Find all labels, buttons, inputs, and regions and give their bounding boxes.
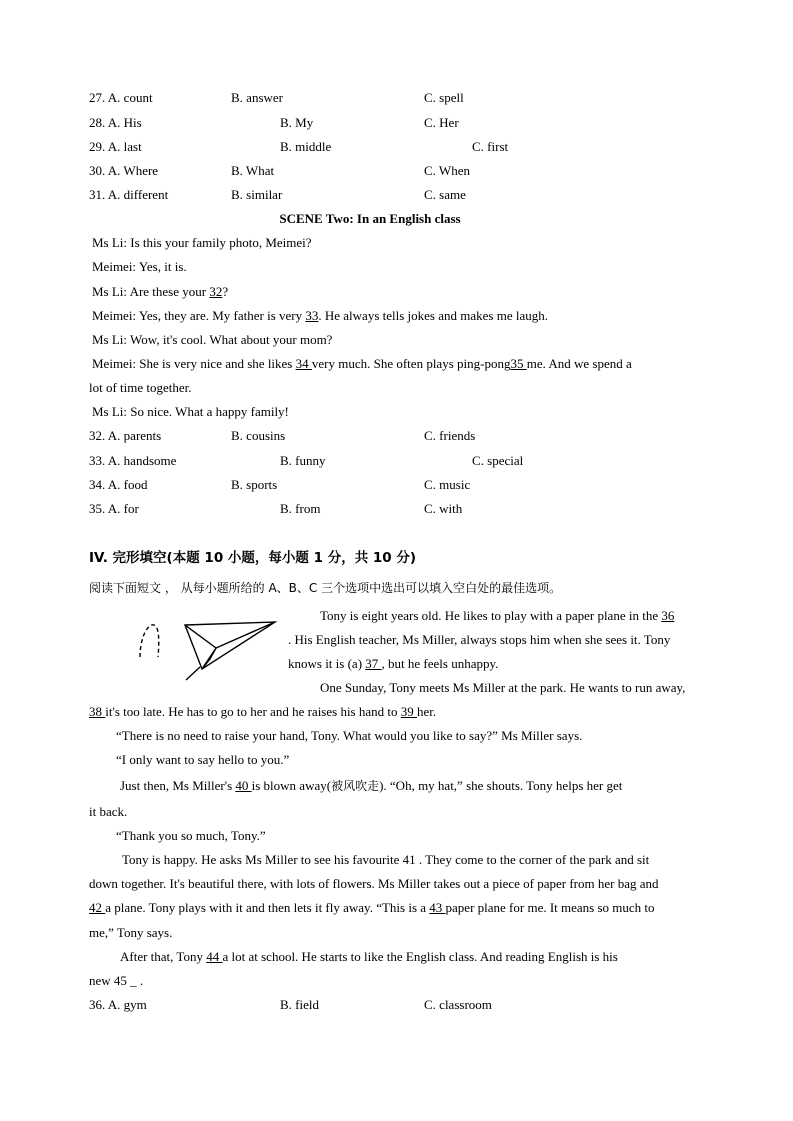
scene-title: SCENE Two: In an English class	[279, 211, 461, 226]
option-b: B. similar	[231, 187, 283, 202]
blank-33: 33	[305, 308, 319, 323]
passage-line: it back.	[89, 804, 128, 819]
option-c: C. same	[424, 187, 466, 202]
blank-39: 39	[400, 704, 418, 719]
dialogue-line: Ms Li: Wow, it's cool. What about your mom?	[92, 332, 333, 347]
passage-line: Tony is happy. He asks Ms Miller to see his favourite 41 . They come to the corner of the park and sit	[122, 852, 650, 867]
passage-line: One Sunday, Tony meets Ms Miller at the park. He wants to run away,	[320, 680, 686, 695]
passage-line: 38 it's too late. He has to go to her and he raises his hand to 39 her.	[89, 704, 437, 719]
option-c: C. When	[424, 163, 470, 178]
option-c: C. Her	[424, 115, 459, 130]
dialogue-line: lot of time together.	[89, 380, 192, 395]
option-b: B. cousins	[231, 428, 286, 443]
option-c: C. music	[424, 477, 471, 492]
option-a: 29. A. last	[89, 139, 142, 154]
passage-line: knows it is (a) 37 , but he feels unhappy.	[288, 656, 499, 671]
option-c: C. first	[472, 139, 509, 154]
option-b: B. What	[231, 163, 275, 178]
passage-line: “There is no need to raise your hand, Tony. What would you like to say?” Ms Miller says.	[116, 728, 583, 743]
dialogue-line: Meimei: Yes, they are. My father is very 33. He always tells jokes and makes me laugh.	[92, 308, 548, 323]
blank-36: 36	[661, 608, 675, 623]
passage-line: me,” Tony says.	[89, 925, 173, 940]
option-c: C. special	[472, 453, 524, 468]
passage-line: Just then, Ms Miller's 40 is blown away(被风吹走). “Oh, my hat,” she shouts. Tony helps her get	[120, 778, 623, 793]
passage-line: “I only want to say hello to you.”	[116, 752, 290, 767]
option-c: C. spell	[424, 90, 464, 105]
option-a: 27. A. count	[89, 90, 153, 105]
option-a: 35. A. for	[89, 501, 139, 516]
option-b: B. funny	[280, 453, 326, 468]
dialogue-line: Ms Li: Is this your family photo, Meimei?	[92, 235, 312, 250]
option-a: 28. A. His	[89, 115, 142, 130]
option-b: B. sports	[231, 477, 278, 492]
option-c: C. with	[424, 501, 463, 516]
section-heading: IV. 完形填空(本题 10 小题，每小题 1 分，共 10 分)	[89, 550, 417, 566]
option-b: B. answer	[231, 90, 283, 105]
section-instruction: 阅读下面短文 ， 从每小题所给的 A、B、C 三个选项中选出可以填入空白处的最佳选项。	[89, 581, 562, 595]
blank-37: 37	[365, 656, 382, 671]
passage-line: . His English teacher, Ms Miller, always stops him when she sees it. Tony	[288, 632, 671, 647]
dialogue-line: Ms Li: Are these your 32?	[92, 284, 229, 299]
passage-line: 42 a plane. Tony plays with it and then lets it fly away. “This is a 43 paper plane for me. It means so much to	[89, 900, 655, 915]
blank-43: 43	[429, 900, 446, 915]
option-b: B. from	[280, 501, 321, 516]
option-b: B. My	[280, 115, 314, 130]
option-a: 33. A. handsome	[89, 453, 177, 468]
option-b: B. field	[280, 997, 319, 1012]
passage-line: After that, Tony 44 a lot at school. He starts to like the English class. And reading English is his	[120, 949, 618, 964]
passage-line: new 45 _ .	[89, 973, 144, 988]
blank-44: 44	[206, 949, 223, 964]
passage-line: “Thank you so much, Tony.”	[116, 828, 266, 843]
option-a: 31. A. different	[89, 187, 169, 202]
blank-40: 40	[235, 778, 252, 793]
dialogue-line: Meimei: She is very nice and she likes 34 very much. She often plays ping-pong35 me. And we spend a	[92, 356, 632, 371]
dialogue-line: Ms Li: So nice. What a happy family!	[92, 404, 289, 419]
blank-32: 32	[209, 284, 223, 299]
option-c: C. friends	[424, 428, 476, 443]
option-c: C. classroom	[424, 997, 492, 1012]
blank-34: 34	[295, 356, 312, 371]
option-a: 36. A. gym	[89, 997, 147, 1012]
blank-38: 38	[89, 704, 106, 719]
blank-42: 42	[89, 900, 106, 915]
passage-line: down together. It's beautiful there, with lots of flowers. Ms Miller takes out a piece of paper from her bag and	[89, 876, 659, 891]
dialogue-line: Meimei: Yes, it is.	[92, 259, 187, 274]
option-a: 34. A. food	[89, 477, 148, 492]
paper-plane-illustration	[130, 615, 285, 685]
passage-line: Tony is eight years old. He likes to play with a paper plane in the 36	[320, 608, 675, 623]
option-a: 32. A. parents	[89, 428, 162, 443]
option-a: 30. A. Where	[89, 163, 159, 178]
blank-35: 35	[510, 356, 527, 371]
option-b: B. middle	[280, 139, 332, 154]
